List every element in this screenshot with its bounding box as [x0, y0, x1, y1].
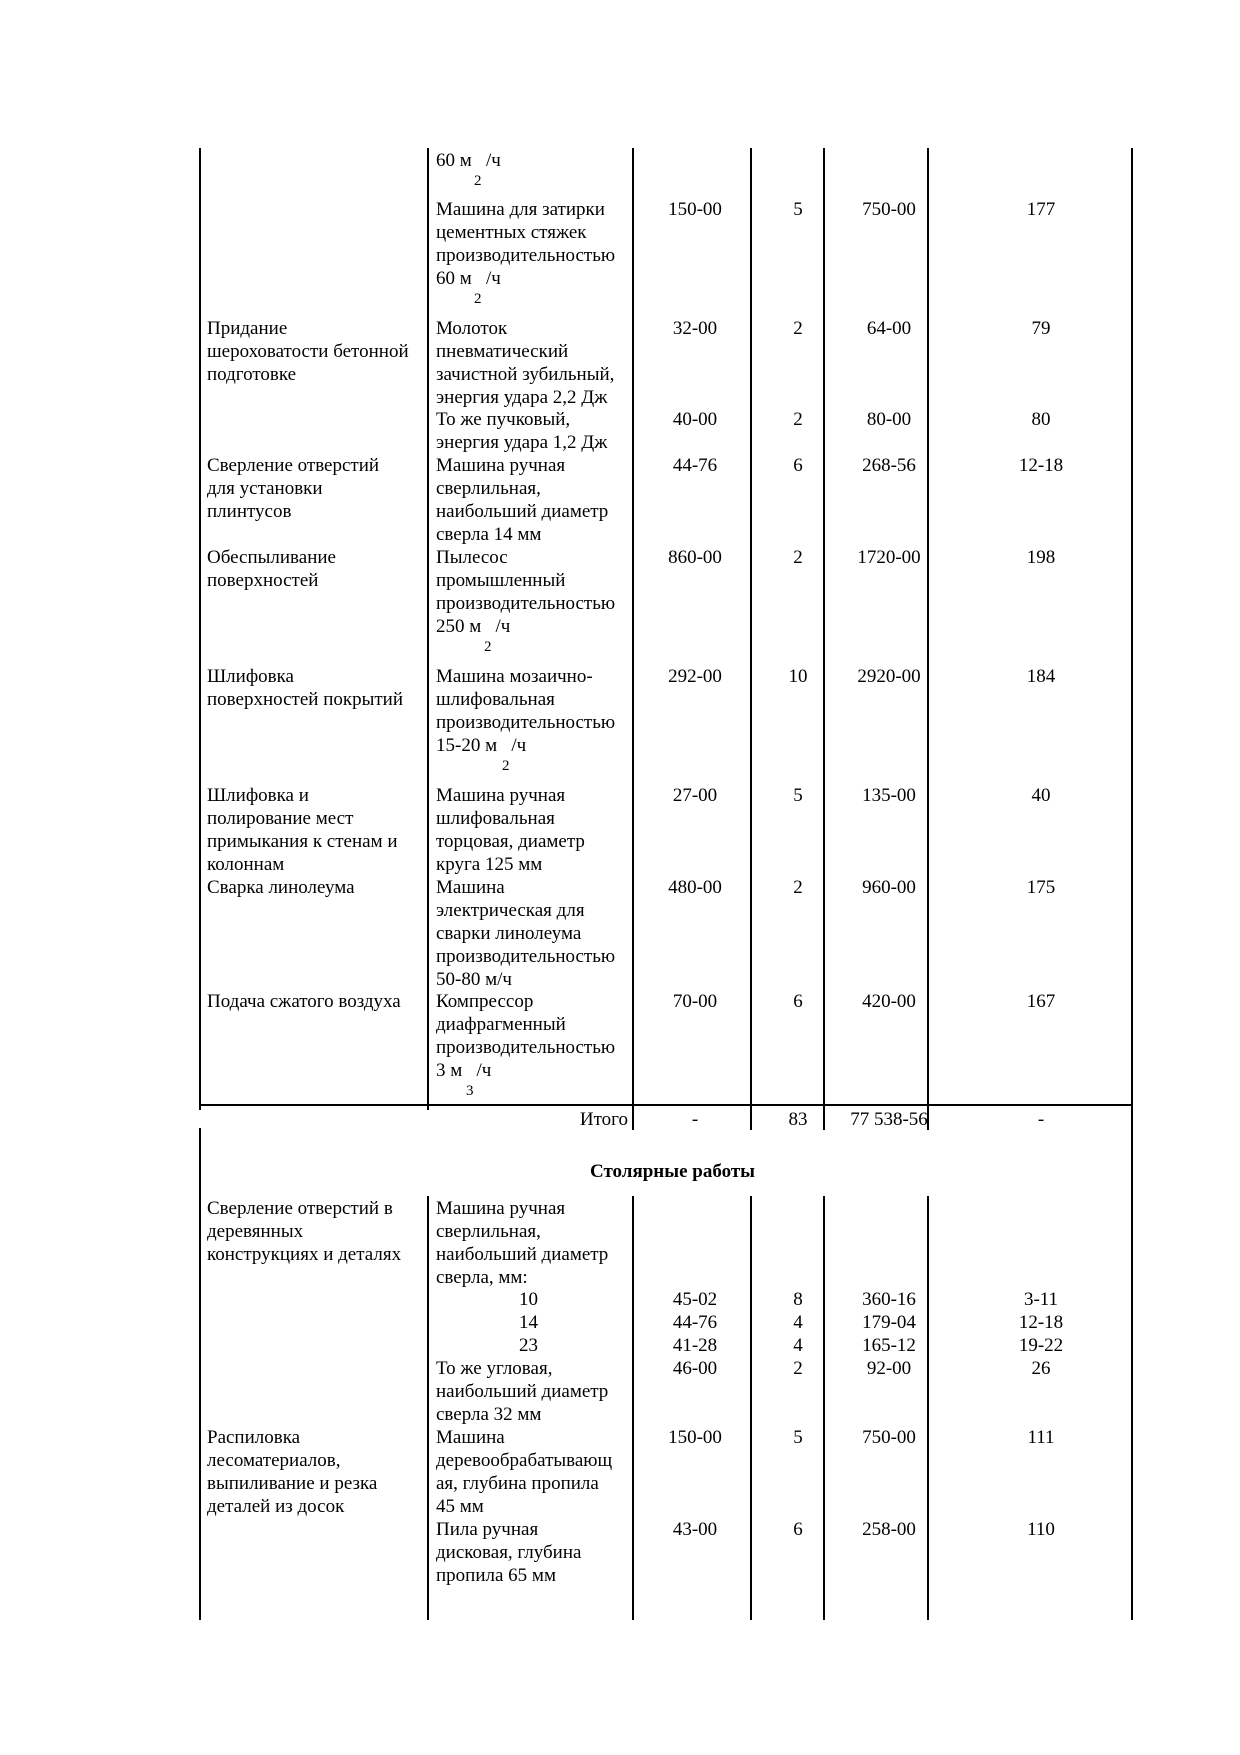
- machine-cell: Машина мозаично- шлифовальная производительностью 15-20 м /ч: [436, 666, 616, 756]
- section-title: Столярные работы: [589, 1161, 755, 1182]
- total-sum: 77 538-56: [850, 1109, 928, 1130]
- table-border: [927, 1196, 929, 1620]
- machine-cell: Машина ручная шлифовальная торцовая, диаметр круга 125 мм: [436, 785, 585, 875]
- qty-cell: 4: [793, 1335, 803, 1356]
- price-cell: 44-76: [672, 1312, 718, 1333]
- code-cell: 12-18: [1018, 455, 1064, 476]
- table-border: [823, 148, 825, 1130]
- qty-cell: 5: [793, 199, 803, 220]
- table-border: [199, 148, 201, 1110]
- table-border: [632, 1196, 634, 1620]
- price-cell: 150-00: [668, 199, 722, 220]
- qty-cell: 6: [793, 455, 803, 476]
- price-cell: 43-00: [672, 1519, 718, 1540]
- work-cell: Сверление отверстий в деревянных конструкциях и деталях: [207, 1198, 402, 1265]
- code-cell: 80: [1031, 409, 1051, 430]
- machine-cell: То же пучковый, энергия удара 1,2 Дж: [436, 409, 608, 453]
- qty-cell: 2: [793, 409, 803, 430]
- machine-cell: Машина ручная сверлильная, наибольший диаметр сверла 14 мм: [436, 455, 609, 545]
- qty-cell: 8: [793, 1289, 803, 1310]
- drill-diameter: 23: [519, 1335, 538, 1356]
- table-border: [427, 1196, 429, 1620]
- sum-cell: 750-00: [862, 199, 916, 220]
- price-cell: 32-00: [672, 318, 718, 339]
- price-cell: 860-00: [668, 547, 722, 568]
- machine-cell: Машина для затирки цементных стяжек производительностью 60 м /ч: [436, 199, 616, 289]
- sum-cell: 1720-00: [857, 547, 921, 568]
- work-cell: Придание шероховатости бетонной подготовке: [207, 318, 409, 385]
- price-cell: 40-00: [672, 409, 718, 430]
- sum-cell: 2920-00: [857, 666, 921, 687]
- code-cell: 198: [1026, 547, 1056, 568]
- sum-cell: 92-00: [866, 1358, 912, 1379]
- machine-cell: Молоток пневматический зачистной зубильный, энергия удара 2,2 Дж: [436, 318, 615, 408]
- table-border: [199, 1128, 201, 1620]
- table-border: [199, 1104, 1133, 1106]
- price-cell: 45-02: [672, 1289, 718, 1310]
- code-cell: 184: [1026, 666, 1056, 687]
- code-cell: 12-18: [1018, 1312, 1064, 1333]
- total-code: -: [1037, 1109, 1045, 1130]
- table-border: [427, 148, 429, 1110]
- work-cell: Распиловка лесоматериалов, выпиливание и резка деталей из досок: [207, 1427, 378, 1517]
- sum-cell: 165-12: [862, 1335, 916, 1356]
- code-cell: 79: [1031, 318, 1051, 339]
- total-qty: 83: [788, 1109, 808, 1130]
- qty-cell: 2: [793, 547, 803, 568]
- sum-cell: 268-56: [862, 455, 916, 476]
- table-border: [1131, 148, 1133, 1130]
- sum-cell: 135-00: [862, 785, 916, 806]
- machine-cell: Машина ручная сверлильная, наибольший диаметр сверла, мм:: [436, 1198, 609, 1288]
- code-cell: 111: [1027, 1427, 1055, 1448]
- price-cell: 70-00: [672, 991, 718, 1012]
- unit-index: 2: [484, 639, 492, 655]
- machine-cell: Пила ручная дисковая, глубина пропила 65 мм: [436, 1519, 582, 1586]
- qty-cell: 4: [793, 1312, 803, 1333]
- qty-cell: 2: [793, 318, 803, 339]
- qty-cell: 6: [793, 1519, 803, 1540]
- table-border: [823, 1196, 825, 1620]
- work-cell: Обеспыливание поверхностей: [207, 547, 336, 591]
- work-cell: Шлифовка и полирование мест примыкания к стенам и колоннам: [207, 785, 398, 875]
- unit-index: 2: [474, 291, 482, 307]
- machine-cell: То же угловая, наибольший диаметр сверла 32 мм: [436, 1358, 609, 1425]
- table-border: [927, 148, 929, 1130]
- machine-cell: Пылесос промышленный производительностью 250 м /ч: [436, 547, 616, 637]
- code-cell: 40: [1031, 785, 1051, 806]
- qty-cell: 5: [793, 785, 803, 806]
- qty-cell: 6: [793, 991, 803, 1012]
- code-cell: 19-22: [1018, 1335, 1064, 1356]
- work-cell: Сверление отверстий для установки плинтусов: [207, 455, 380, 522]
- code-cell: 175: [1026, 877, 1056, 898]
- sum-cell: 80-00: [866, 409, 912, 430]
- price-cell: 46-00: [672, 1358, 718, 1379]
- code-cell: 177: [1026, 199, 1056, 220]
- sum-cell: 420-00: [862, 991, 916, 1012]
- machine-cell: Машина электрическая для сварки линолеума производительностью 50-80 м/ч: [436, 877, 616, 990]
- drill-diameter: 14: [519, 1312, 538, 1333]
- machine-cell: Машина деревообрабатывающ ая, глубина пропила 45 мм: [436, 1427, 613, 1517]
- table-border: [750, 1196, 752, 1620]
- sum-cell: 258-00: [862, 1519, 916, 1540]
- code-cell: 26: [1031, 1358, 1051, 1379]
- price-cell: 27-00: [672, 785, 718, 806]
- work-cell: Сварка линолеума: [207, 877, 355, 898]
- sum-cell: 179-04: [862, 1312, 916, 1333]
- price-cell: 41-28: [672, 1335, 718, 1356]
- qty-cell: 2: [793, 1358, 803, 1379]
- total-label: Итого: [579, 1109, 628, 1130]
- code-cell: 167: [1026, 991, 1056, 1012]
- qty-cell: 5: [793, 1427, 803, 1448]
- sum-cell: 360-16: [862, 1289, 916, 1310]
- table-border: [750, 148, 752, 1130]
- table-border: [632, 148, 634, 1130]
- drill-diameter: 10: [519, 1289, 538, 1310]
- unit-index: 2: [474, 173, 482, 189]
- price-cell: 44-76: [672, 455, 718, 476]
- price-cell: 292-00: [668, 666, 722, 687]
- sum-cell: 64-00: [866, 318, 912, 339]
- work-cell: Подача сжатого воздуха: [207, 991, 401, 1012]
- price-cell: 480-00: [668, 877, 722, 898]
- total-price: -: [691, 1109, 699, 1130]
- unit-index: 3: [466, 1083, 474, 1099]
- qty-cell: 10: [788, 666, 808, 687]
- code-cell: 110: [1027, 1519, 1055, 1540]
- code-cell: 3-11: [1023, 1289, 1059, 1310]
- qty-cell: 2: [793, 877, 803, 898]
- machine-cell: Компрессор диафрагменный производительностью 3 м /ч: [436, 991, 616, 1081]
- price-cell: 150-00: [668, 1427, 722, 1448]
- sum-cell: 960-00: [862, 877, 916, 898]
- work-cell: Шлифовка поверхностей покрытий: [207, 666, 403, 710]
- sum-cell: 750-00: [862, 1427, 916, 1448]
- unit-index: 2: [502, 758, 510, 774]
- machine-cell: 60 м /ч: [436, 150, 501, 171]
